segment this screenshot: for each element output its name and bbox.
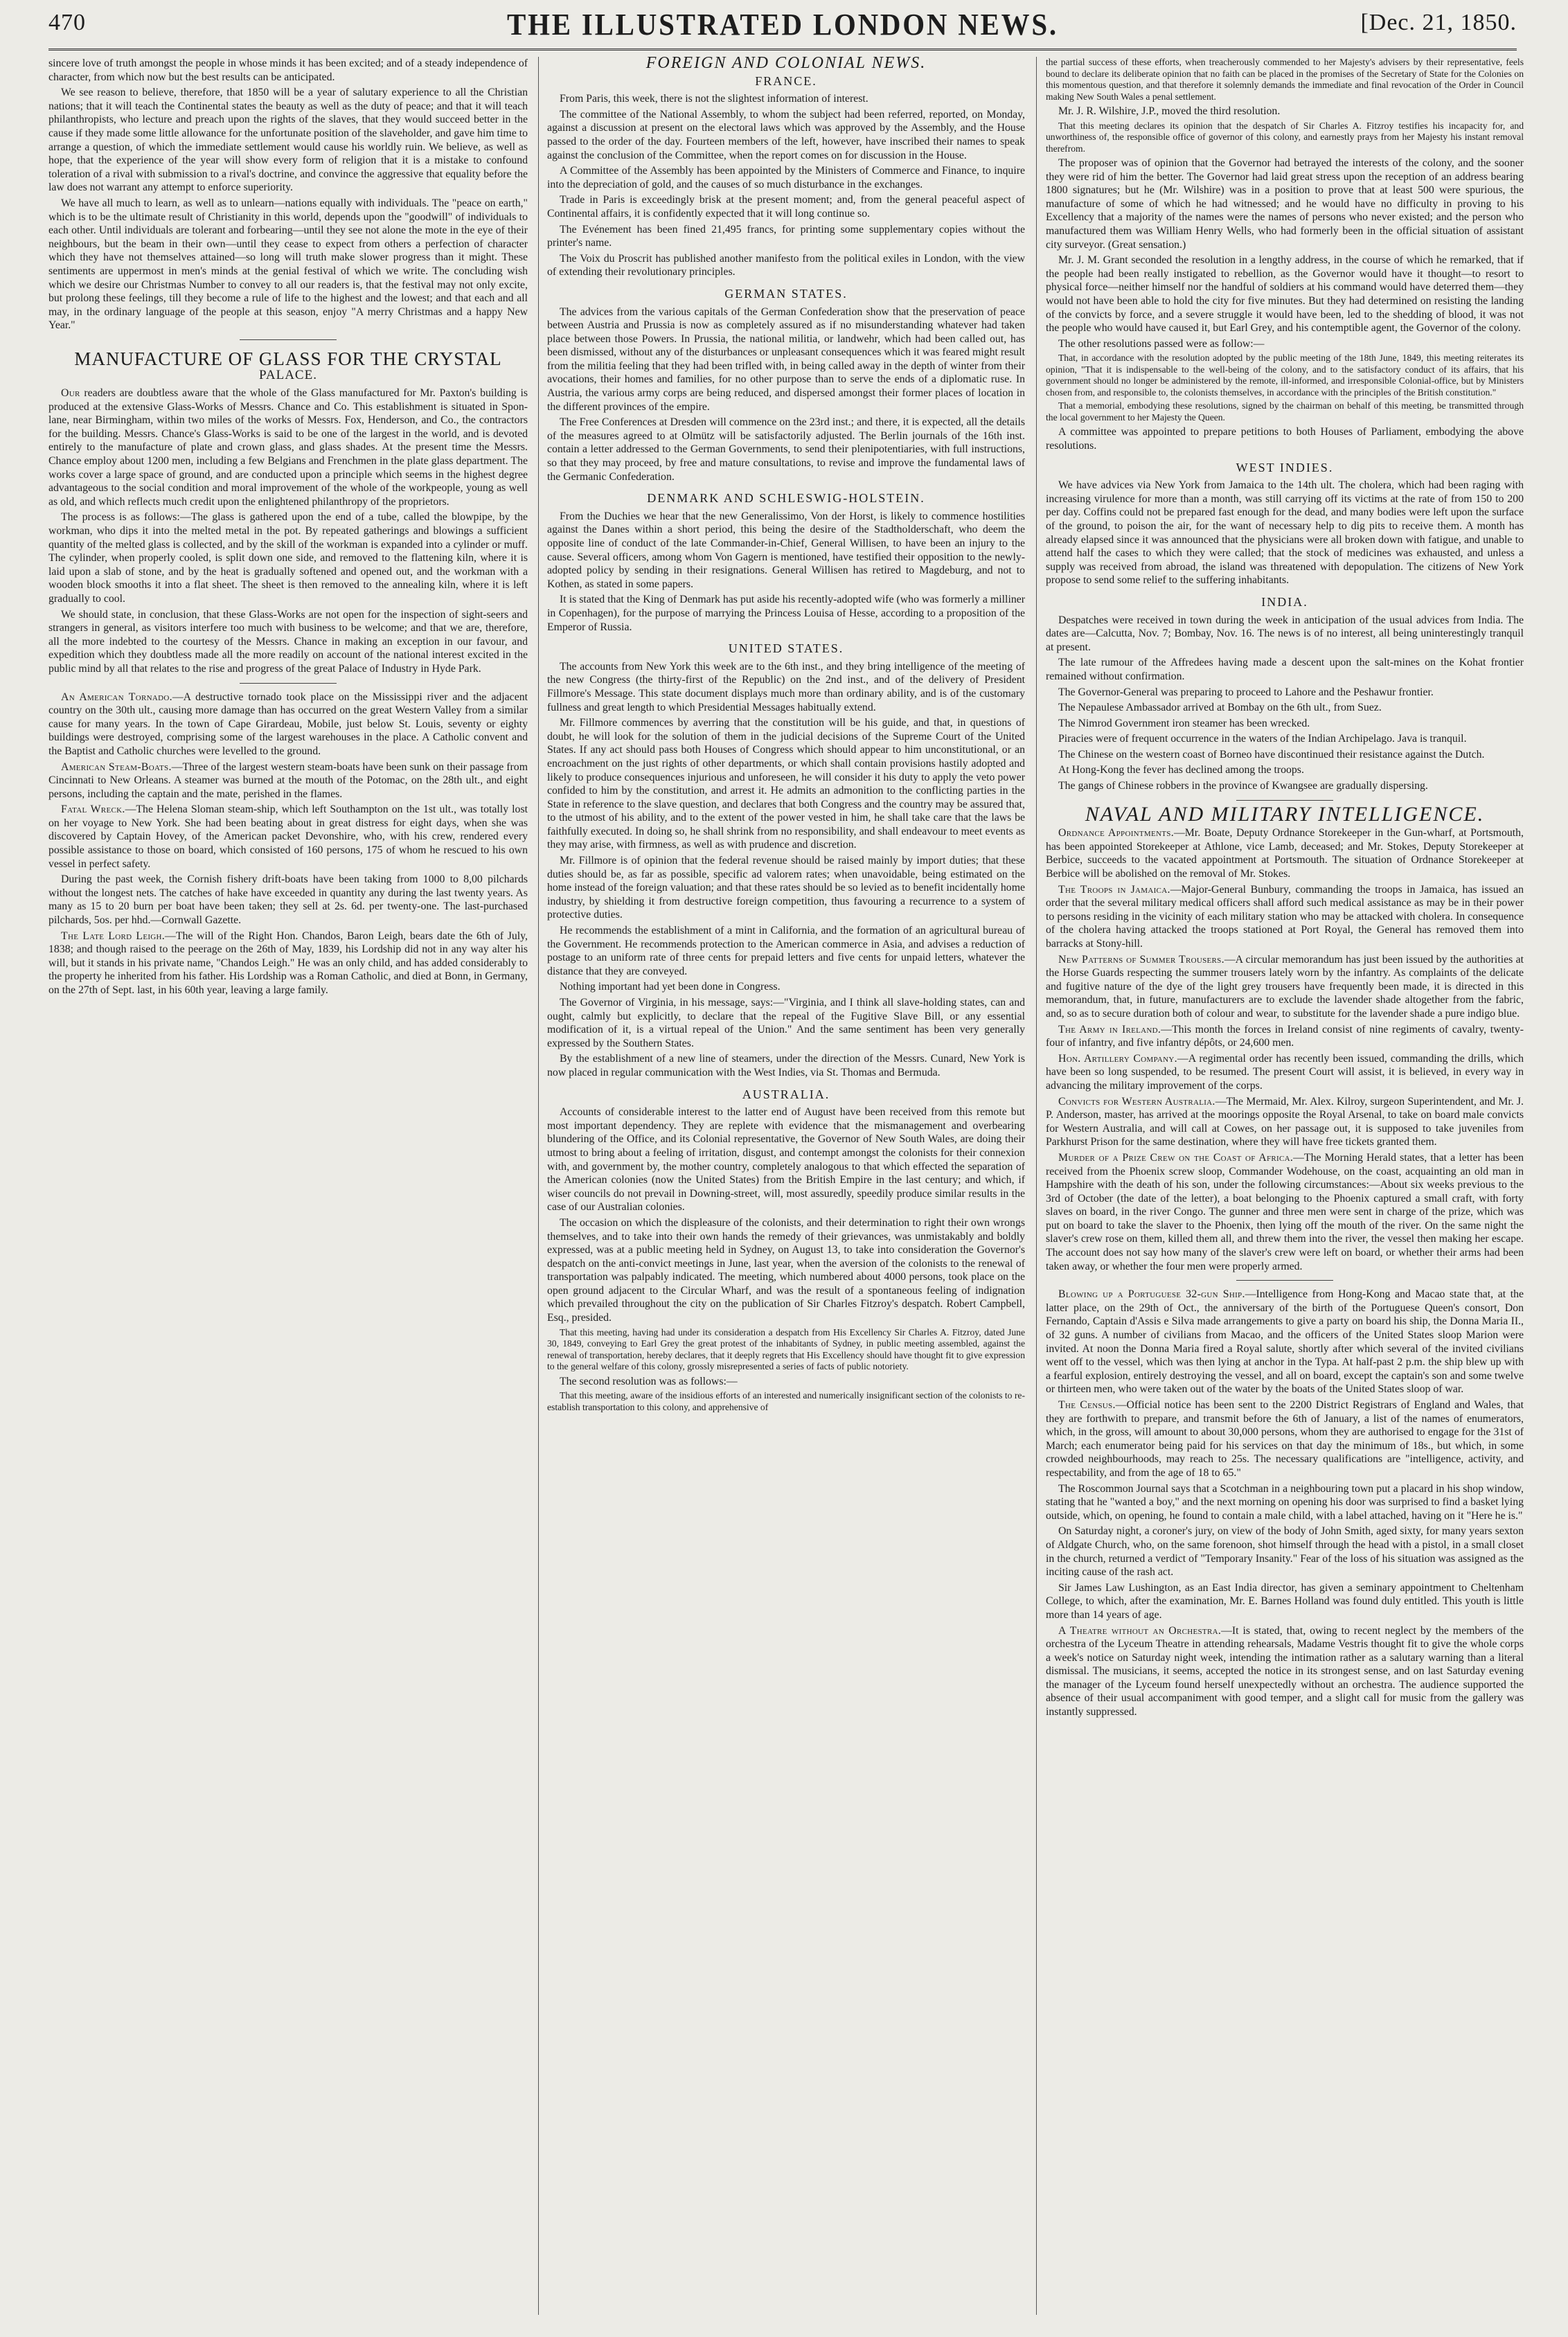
us-p4: He recommends the establishment of a mint in California, and the formation of an agricultural bureau of the Government. He recommends protection to the American commerce in Asia, and advises a reduction of postage to an uniform rate of three cents for prepaid letters and five cents for unpaid letters, whatever the distance that they are conveyed. xyxy=(547,925,1025,977)
denmark-p1: From the Duchies we hear that the new Generalissimo, Von der Horst, is likely to commence hostilities against the Danes within a short period, this being the desire of the Stadtholderschaft, who deem the opposite line of conduct of the late Commander-in-Chief, General Willisen, to have been an injury to the cause. Several officers, among whom Von Gagern is mentioned, have testified their opposition to the newly-adopted policy by sending in their resignations. General Willisen has retired to Magdeburg, and not to Kothen, as stated in some papers. xyxy=(547,510,1025,590)
west-indies-heading: WEST INDIES. xyxy=(1236,460,1334,474)
christmas-article-p2: We see reason to believe, therefore, that 1850 will be a year of salutary experience to all the Christian nations; that it will teach the Continental states the beauty as well as the duty of peace; and that it will teach philanthropists, who lecture and preach upon the rights of the slaves, that they would succeed better in the cause if they made some little allowance for the unfortunate position of the slaveholder, and gave him time to arrange a question, of which the immediate settlement would cause his worldly ruin. We believe, as well as hope, that the experience of the year will show every form of religion that it is a mistake to confound toleration of a rival with submission to a rival's doctrine, and convince the aggressive that equality before the law does not warrant any attempt to enforce superiority. xyxy=(48,87,528,194)
theatre-text: —It is stated, that, owing to recent neglect by the members of the orchestra of the Lyceum Theatre in attending rehearsals, Madame Vestris thought fit to give the whole corps a week's notice on Saturday night week, intending the intimation rather as a salutary warning than a literal dismissal. The musicians, it seems, accepted the notice in its strongest sense, and on last Saturday evening the manager of the Lyceum found herself unexpectedly without an orchestra. The audience supported the absence of their usual accompaniment with good temper, and a slight call for music from the gallery was instantly suppressed. xyxy=(1046,1624,1524,1718)
france-p3: A Committee of the Assembly has been appointed by the Ministers of Commerce and Finance, to inquire into the depreciation of gold, and the causes of so much disturbance in the exchanges. xyxy=(547,165,1025,190)
artillery-text: —A regimental order has recently been issued, commanding the drills, which have been so long suspended, to be resumed. The present Court will assist, it is believed, in every way in advancing the military improvement of the corps. xyxy=(1046,1052,1524,1092)
divider xyxy=(240,683,337,684)
jamaica-troops-lead: The Troops in Jamaica. xyxy=(1058,883,1170,896)
australia-cont-p1: the partial success of these efforts, when treacherously commended to her Majesty's advisers by their representative, feels bound to declare its deliberate opinion that no faith can be placed in the promises of the Secretary of State for the Colonies on this momentous question, and that therefore it solemnly demands the immediate and final revocation of the Order in Council making New South Wales a penal settlement. xyxy=(1046,57,1524,102)
west-indies-p1: We have advices via New York from Jamaica to the 14th ult. The cholera, which had been raging with increasing virulence for more than a month, was still carrying off its victims at the rate of from 150 to 200 per day. Coffins could not be prepared fast enough for the dead, and many bodies were left upon the surface of the ground, to poison the air, for the want of necessary help to dig pits to receive them. A month has already elapsed since it was announced that the physicians were all broken down with fatigue, and unable to attend half the cases to which they were called; that the stock of medicines was exhausted, and unless a supply was received from abroad, the island was threatened with depopulation. The citizens of New York propose to send some relief to the suffering inhabitants. xyxy=(1046,479,1524,587)
jamaica-troops-text: —Major-General Bunbury, commanding the troops in Jamaica, has issued an order that the several military medical officers shall afford such medical assistance as may be in their power to persons residing in the vicinity of each military station who may be attacked with cholera. In consequence of the cholera having attacked the troops stationed at Port Royal, the General has removed them into barracks at Stony-hill. xyxy=(1046,883,1524,950)
murder-text: —The Morning Herald states, that a letter has been received from the Phoenix screw sloop, Commander Wodehouse, on the coast, acquainting an old man in Hampshire with the death of his son, under the following circumstances:—About six weeks previous to the 3rd of October (the date of the letter), a boat belonging to the Phoenix captured a small craft, with forty slaves on board, in the river Congo. The gunner and three men were sent in charge of the prize, which was put on board to take the slaver to the Phoenix, then lying off the mouth of the river. On the same night the slaver's crew rose on them, killed them all, and threw them into the river, the vessel then making her escape. The account does not say how many of the slaver's crew were left on board, or whether their arms had been taken away, or whether the four men were properly armed. xyxy=(1046,1151,1524,1272)
convicts-lead: Convicts for Western Australia. xyxy=(1058,1095,1215,1108)
divider xyxy=(240,339,337,340)
lushington-paragraph: Sir James Law Lushington, as an East India director, has given a seminary appointment to Cheltenham College, to which, after the examination, Mr. E. Barnes Holland was found duly entitled. This youth is little more than 14 years of age. xyxy=(1046,1581,1524,1621)
india-p8: At Hong-Kong the fever has declined among the troops. xyxy=(1058,764,1304,776)
column-1 xyxy=(48,57,528,2315)
glass-article-p1: readers are doubtless aware that the whole of the Glass manufactured for Mr. Paxton's building is produced at the extensive Glass-Works of Messrs. Chance and Co. This establishment is situated in Spon-lane, near Birmingham, within two miles of the works of Messrs. Fox, Henderson, and Co., the contractors for the building. Messrs. Chance's Glass-Works is said to be one of the largest in the world, and is devoted entirely to the manufacture of plate and crown glass, and glass shades. At the present time the Messrs. Chance employ about 1200 men, including a few Belgians and Frenchmen in the plate glass department. The works cover a large space of ground, and are conducted upon a principle which seems in the highest degree advantageous to the social condition and moral improvement of the whole of the workpeople, young as well as old, and which reflects much credit upon the enlightened philanthropy of the proprietors. xyxy=(48,387,528,508)
france-p1: From Paris, this week, there is not the slightest information of interest. xyxy=(560,93,868,105)
steamboats-lead: American Steam-Boats. xyxy=(61,761,172,773)
india-p3: The Governor-General was preparing to proceed to Lahore and the Peshawur frontier. xyxy=(1058,686,1434,698)
tornado-text: —A destructive tornado took place on the Mississippi river and the adjacent country on the 30th ult., causing more damage than has occurred on the great Western Valley from a similar cause for many years. In the town of Cape Girardeau, Mobile, just below St. Louis, seventy or eighty buildings were destroyed, comprising some of the largest warehouses in the place. A Catholic convent and the Baptist and Catholic churches were levelled to the ground. xyxy=(48,691,528,757)
german-p2: The Free Conferences at Dresden will commence on the 23rd inst.; and there, it is expected, all the details of the measures agreed to at Olmütz will be satisfactorily adjusted. The Berlin journals of the 16th inst. contain a letter addressed to the German Governments, to send their plenipotentiaries, with full instructions, so that they may proceed, by free and mature consultations, to revise and improve the fundamental laws of the Germanic Confederation. xyxy=(547,416,1025,483)
glass-article-heading: MANUFACTURE OF GLASS FOR THE CRYSTAL xyxy=(74,348,502,369)
column-2 xyxy=(547,57,1025,2315)
column-divider-1 xyxy=(538,57,539,2315)
india-p5: The Nimrod Government iron steamer has been wrecked. xyxy=(1058,717,1310,729)
ordnance-lead: Ordnance Appointments. xyxy=(1058,827,1174,839)
australia-cont-p6: The other resolutions passed were as follow:— xyxy=(1058,337,1265,350)
india-p1: Despatches were received in town during the week in anticipation of the usual advices from India. The dates are—Calcutta, Nov. 7; Bombay, Nov. 16. The news is of no interest, all being uninterestingly tranquil at present. xyxy=(1046,614,1524,653)
australia-cont-p9: A committee was appointed to prepare petitions to both Houses of Parliament, embodying the above resolutions. xyxy=(1046,426,1524,452)
india-p7: The Chinese on the western coast of Borneo have discontinued their resistance against the Dutch. xyxy=(1058,748,1485,761)
australia-resolution-2: That this meeting, aware of the insidious efforts of an interested and numerically insignificant section of the colonists to re-establish transportation to this colony, and apprehensive of xyxy=(547,1390,1025,1412)
lord-leigh-text: —The will of the Right Hon. Chandos, Baron Leigh, bears date the 6th of July, 1838; and though raised to the peerage on the 26th of May, 1839, his Lordship did not in any way alter his will, but it stands in his private name, "Chandos Leigh." He was an only child, and has added considerably to the property he inherited from his father. His Lordship was a Roman Catholic, and died at Bonn, in Germany, on the 27th of Sept. last, in his 60th year, leaving a large family. xyxy=(48,930,528,996)
steamboats-text: —Three of the largest western steam-boats have been sunk on their passage from Cincinnati to New Orleans. A steamer was burned at the mouth of the Potomac, on the 28th ult., and eight persons, including the captain and the mate, perished in the flames. xyxy=(48,761,528,800)
christmas-article-p1: sincere love of truth amongst the people in whose minds it has been excited; and of a steady independence of character, from which now but the best results can be anticipated. xyxy=(48,57,528,83)
trousers-lead: New Patterns of Summer Trousers. xyxy=(1058,953,1224,966)
army-ireland-lead: The Army in Ireland. xyxy=(1058,1023,1161,1036)
australia-cont-p7: That, in accordance with the resolution adopted by the public meeting of the 18th June, 1849, this meeting reiterates its opinion, "That it is indispensable to the well-being of the colony, and to the satisfactory conduct of its affairs, that his government should no longer be administered by the remote, ill-informed, and irresponsible Colonial-office, but by Ministers chosen from, and responsible to, the colonists themselves, in accordance with the principles of the British constitution." xyxy=(1046,353,1524,398)
divider xyxy=(1236,800,1333,801)
wreck-text: —The Helena Sloman steam-ship, which left Southampton on the 1st ult., was totally lost on her voyage to New York. She had been beating about in great distress for eight days, when she was discovered by Captain Hovey, of the American packet Devonshire, who, with his crew, rendered every possible assistance to those on board, which consisted of 160 persons, 175 of whom he rescued to his own vessel in perfect safety. xyxy=(48,803,528,870)
australia-p1: Accounts of considerable interest to the latter end of August have been received from this remote but most important dependency. They are replete with evidence that the mismanagement and overbearing blundering of the Office, and its Colonial representative, the Governor of New South Wales, are doing their utmost to bring about a feeling of irritation, disgust, and contempt amongst the colonists for their connexion with, and government by, the mother country, completely analogous to that which effected the separation of the American colonies (now the United States) from the British Empire in the last century; and which, if wiser councils do not prevail in Downing-street, will, most assuredly, speedily produce similar results in the case of our Australian colonies. xyxy=(547,1106,1025,1214)
australia-p4: The second resolution was as follows:— xyxy=(560,1375,738,1387)
glass-article-p2: The process is as follows:—The glass is gathered upon the end of a tube, called the blowpipe, by the workman, who dips it into the melted metal in the pot. By repeated gatherings and blowings a sufficient quantity of the melted glass is collected, and by the skill of the workman is expanded into a cylinder or muff. The cylinder, when properly cooled, is split down one side, and removed to the flattening kiln, where it is laid upon a slab of stone, and by the heat is gradually softened and opened out, and the workman with a wooden block smooths it into a flat sheet. The sheet is then removed to the annealing kiln, where it is left gradually to cool. xyxy=(48,511,528,605)
header-rule xyxy=(48,48,1517,51)
naval-military-heading: NAVAL AND MILITARY INTELLIGENCE. xyxy=(1085,802,1485,826)
us-p5: Nothing important had yet been done in Congress. xyxy=(560,981,781,993)
masthead xyxy=(48,4,1517,46)
portuguese-ship-text: —Intelligence from Hong-Kong and Macao state that, at the latter place, on the 29th of Oct., the anniversary of the birth of the Portuguese Queen's consort, Don Fernando, Captain d'Assis e Silva made arrangements to give a party on board his ship, the Donna Maria II., of 32 guns. A number of civilians from Macao, and the officers of the United States sloop Marion were invited. At noon the Donna Maria fired a Royal salute, shortly after which several of the invited civilians went off to the vessel, which was then lying at anchor in the Typa. At half-past 2 p.m. the ship blew up with a fearful explosion, entirely destroying the vessel, and all on board, except the captain's son and some twelve or thirteen men, who were taken out of the water by the boats of the United States sloop of war. xyxy=(1046,1288,1524,1396)
artillery-lead: Hon. Artillery Company. xyxy=(1058,1052,1177,1065)
india-p6: Piracies were of frequent occurrence in the waters of the Indian Archipelago. Java is tranquil. xyxy=(1058,733,1467,745)
india-p9: The gangs of Chinese robbers in the province of Kwangsee are gradually dispersing. xyxy=(1058,780,1428,792)
lord-leigh-lead: The Late Lord Leigh. xyxy=(61,930,166,942)
india-p2: The late rumour of the Affredees having made a descent upon the salt-mines on the Kohat frontier remained without confirmation. xyxy=(1046,657,1524,682)
census-text: —Official notice has been sent to the 2200 District Registrars of England and Wales, that they are forthwith to prepare, and transmit before the 6th of January, a list of the names of enumerators, which, in the gross, will amount to about 30,000 persons, whom they are authorised to engage for the 31st of March; each enumerator being paid for his services on that day the minimum of 18s., but which, in some crowded neighbourhoods, may reach to 25s. The necessary qualifications are "intelligence, activity, and respectability, and from the age of 18 to 65." xyxy=(1046,1399,1524,1479)
france-heading: FRANCE. xyxy=(755,73,817,88)
convicts-text: —The Mermaid, Mr. Alex. Kilroy, surgeon Superintendent, and Mr. J. P. Anderson, master, has arrived at the moorings opposite the Royal Arsenal, to take on board male convicts for Western Australia, and will call at Cowes, on her passage out, it is supposed to take juveniles from Parkhurst Prison for the same destination, where they will have free tickets granted them. xyxy=(1046,1095,1524,1148)
india-p4: The Nepaulese Ambassador arrived at Bombay on the 6th ult., from Suez. xyxy=(1058,702,1382,714)
australia-heading: AUSTRALIA. xyxy=(742,1087,830,1101)
united-states-heading: UNITED STATES. xyxy=(728,641,844,656)
ordnance-text: —Mr. Boate, Deputy Ordnance Storekeeper in the Gun-wharf, at Portsmouth, has been appointed Storekeeper at Athlone, vice Lamb, deceased; and Mr. Stokes, Deputy Storekeeper at Berbice, succeeds to the vacated appointment at Portsmouth. The situation of Ordnance Storekeeper at Berbice will be abolished on the removal of Mr. Stokes. xyxy=(1046,827,1524,880)
theatre-lead: A Theatre without an Orchestra. xyxy=(1058,1624,1222,1637)
page-number: 470 xyxy=(48,10,86,35)
newspaper-title: THE ILLUSTRATED LONDON NEWS. xyxy=(507,8,1058,42)
france-p4: Trade in Paris is exceedingly brisk at the present moment; and, from the general peaceful aspect of Continental affairs, it is confidently expected that it will long continue so. xyxy=(547,194,1025,220)
issue-date: [Dec. 21, 1850. xyxy=(1360,10,1517,35)
australia-resolution-1: That this meeting, having had under its consideration a despatch from His Excellency Sir Charles A. Fitzroy, dated June 30, 1849, conveying to Earl Grey the great protest of the inhabitants of Sydney, in public meeting assembled, against the renewal of transportation, hereby declares, that it deeply regrets that His Excellency should have thought fit to give expression to the general welfare of this colony, grossly misrepresented a series of facts of public notoriety. xyxy=(547,1326,1025,1372)
pilchard-paragraph: During the past week, the Cornish fishery drift-boats have been taking from 1000 to 8,00 pilchards without the longest nets. The catches of hake have exceeded in quantity any during the last twenty years. As many as 15 to 20 burn per boat have been taken; they sell at 2s. 6d. per twenty-one. The last-purchased pilchards, 5os. per hhd.—Cornwall Gazette. xyxy=(48,873,528,927)
divider xyxy=(1236,1280,1333,1281)
trousers-text: —A circular memorandum has just been issued by the authorities at the Horse Guards respecting the summer trousers lately worn by the infantry. As complaints of the delicate and fugitive nature of the dye of the light grey trousers have frequently been made, it is directed in this memorandum, that, in future, manufacturers are to exclude the lavender shade altogether from the fabric, and, so as to secure duration both of colour and wear, to substitute for the lavender shade a pure indigo blue. xyxy=(1046,953,1524,1020)
column-divider-2 xyxy=(1036,57,1037,2315)
france-p6: The Voix du Proscrit has published another manifesto from the political exiles in London, with the view of extending their revolutionary principles. xyxy=(547,252,1025,278)
german-p1: The advices from the various capitals of the German Confederation show that the preservation of peace between Austria and Prussia is now as completely assured as if no misunderstanding whatever had taken place between those Powers. In Prussia, the national militia, or landwehr, which had been called out, has been dismissed, without any of the disturbances or unpleasant consequences which it was feared might result from the militia feeling that they had been trifled with, in being called away in the depth of winter from their avocations, their homes and families, for no other purpose than to serve the ends of a diplomatic ruse. In Austria, the various army corps are being reduced, and dispersed amongst their former places of location in the different provinces of the empire. xyxy=(547,305,1025,413)
denmark-heading: DENMARK AND SCHLESWIG-HOLSTEIN. xyxy=(647,491,925,506)
denmark-p2: It is stated that the King of Denmark has put aside his recently-adopted wife (who was formerly a milliner in Copenhagen), for the purpose of marrying the Princess Louisa of Hesse, according to a proposition of the Emperor of Russia. xyxy=(547,594,1025,633)
army-ireland-text: —This month the forces in Ireland consist of nine regiments of cavalry, twenty-four of infantry, and five infantry dépôts, or 24,600 men. xyxy=(1046,1023,1524,1049)
column-3 xyxy=(1046,57,1524,2315)
us-p3: Mr. Fillmore is of opinion that the federal revenue should be raised mainly by import duties; that these duties should be, as far as possible, specific ad valorem rates; when unavoidable, being estimated on the home instead of the foreign valuation; and that these rates should be so levied as to benefit incidentally home industry, by shielding it from destructive foreign competition, thus favouring a recurrence to a system of protective duties. xyxy=(547,855,1025,921)
christmas-article-p3: We have all much to learn, as well as to unlearn—nations equally with individuals. The "peace on earth," which is to be the ultimate result of Christianity in this world, depends upon the "goodwill" of individuals to each other. Until individuals are tolerant and forbearing—until they see not alone the mote in the eye of their neighbours, but the beam in their own—until they cease to expect from others a perfection of character which they have not themselves attained—so long will truth make slower progress than it might. These sentiments are uppermost in men's minds at the genial festival of which we write. The concluding wish which we desire our Christmas Number to convey to all our readers is, that the festival may not only excite, but prolong these feelings, till they become a rule of life to the highest and the lowest; and that each and all may, in the ordinary language of the people at this season, enjoy "A merry Christmas and a happy New Year." xyxy=(48,197,528,332)
us-p6: The Governor of Virginia, in his message, says:—"Virginia, and I think all slave-holding states, can and ought, calmly but explicitly, to declare that the repeal of the Fugitive Slave Bill, or any essential modification of it, is a virtual repeal of the Union." And the same sentiment has been very generally expressed by the Southern States. xyxy=(547,997,1025,1049)
us-p2: Mr. Fillmore commences by averring that the constitution will be his guide, and that, in questions of doubt, he will look for the solution of them in the judicial decisions of the Supreme Court of the United States. If any act should pass both Houses of Congress which should appear to him unconstitutional, or an encroachment on the just rights of other departments, or which shall contain provisions hastily adopted and likely to produce consequences injurious and unforeseen, he will consider it his duty to apply the veto power confided to him by the constitution, and arrest it. He admits an admonition to the conflicting parties in the State in reference to the slave question, and declares that both Congress and the country may be assured that, to the utmost of his ability, and to the extent of the power vested in him, he shall take care that the laws be faithfully executed. In doing so, he shall shrink from no responsibility, and shall endeavour to meet events as they may arise, with firmness, as well as with prudence and discretion. xyxy=(547,717,1025,851)
scotsman-paragraph: The Roscommon Journal says that a Scotchman in a neighbouring town put a placard in his shop window, stating that he "wanted a boy," and the next morning on opening his door was surprised to find a basket lying outside, which, on opening, he found to contain a male child, with a label attached, having on it "Here he is." xyxy=(1046,1482,1524,1522)
glass-article-subheading: PALACE. xyxy=(259,368,317,383)
france-p5: The Evénement has been fined 21,495 francs, for printing some supplementary copies without the printer's name. xyxy=(547,223,1025,249)
census-lead: The Census. xyxy=(1058,1399,1116,1411)
tornado-lead: An American Tornado. xyxy=(61,691,172,703)
foreign-news-heading: FOREIGN AND COLONIAL NEWS. xyxy=(645,57,927,72)
australia-cont-p5: Mr. J. M. Grant seconded the resolution in a lengthy address, in the course of which he remarked, that if the people had been really instigated to rebellion, as the Governor would have it thought—to resort to physical force—neither himself nor the handful of soldiers at his command would have deterred them—they would not have been able to hold the city for five minutes. But they had determined on resisting the landing of the convicts by force, and a severe struggle it would have been, led to the shedding of blood, it was not the people who would have caused it, but Earl Grey, and his contemptible agent, the Governor of the colony. xyxy=(1046,254,1524,335)
glass-article-p3: We should state, in conclusion, that these Glass-Works are not open for the inspection of sight-seers and strangers in general, as visitors interfere too much with business to be welcome; and that we are, therefore, all the more indebted to the courtesy of the Messrs. Chance in making an exception in our favour, and expedition which they doubtless made all the more readily on account of the national interest excited in the public mind by all that relates to the rise and progress of the great Palace of Industry in Hyde Park. xyxy=(48,608,528,675)
coroner-paragraph: On Saturday night, a coroner's jury, on view of the body of John Smith, aged sixty, for many years sexton of Aldgate Church, who, on the same forenoon, shot himself through the head with a pistol, in a small closet in the church, returned a verdict of "Temporary Insanity." Fear of the loss of his situation was assigned as the inciting cause of the rash act. xyxy=(1046,1525,1524,1579)
australia-cont-p2: Mr. J. R. Wilshire, J.P., moved the third resolution. xyxy=(1058,105,1281,117)
wreck-lead: Fatal Wreck. xyxy=(61,803,125,816)
us-p1: The accounts from New York this week are to the 6th inst., and they bring intelligence of the meeting of the new Congress (the thirty-first of the Republic) on the 2nd inst., and of the delivery of President Fillmore's Message. This state document displays much more than ordinary ability, and is of the customary fullness and great length to which Presidential Messages habitually extend. xyxy=(547,660,1025,713)
glass-article-lead: Our xyxy=(61,387,80,400)
india-heading: INDIA. xyxy=(1261,594,1308,609)
australia-cont-p4: The proposer was of opinion that the Governor had betrayed the interests of the colony, and the sooner they were rid of him the better. The Governor had laid great stress upon the reception of an address bearing 1800 signatures; but he (Mr. Wilshire) was in a position to prove that at least 500 were spurious, the manufacture of some of which he had witnessed; and he would have no difficulty in proving to his Excellency that a majority of the names were the names of persons who never existed; and the person who manufactured them was William Henry Wells, who had formerly been in the official situation of assistant city surveyor. (Great sensation.) xyxy=(1046,157,1524,251)
us-p7: By the establishment of a new line of steamers, under the direction of the Messrs. Cunard, New York is now placed in regular communication with the West Indies, via St. Thomas and Bermuda. xyxy=(547,1053,1025,1078)
australia-cont-p8: That a memorial, embodying these resolutions, signed by the chairman on behalf of this meeting, be transmitted through the local government to her Majesty the Queen. xyxy=(1046,400,1524,423)
murder-lead: Murder of a Prize Crew on the Coast of Africa. xyxy=(1058,1151,1294,1164)
australia-cont-p3: That this meeting declares its opinion that the despatch of Sir Charles A. Fitzroy testifies his incapacity for, and unworthiness of, the responsible office of governor of this colony, and earnestly prays from her Majesty his instant removal therefrom. xyxy=(1046,120,1524,154)
portuguese-ship-lead: Blowing up a Portuguese 32-gun Ship. xyxy=(1058,1288,1245,1301)
german-states-heading: GERMAN STATES. xyxy=(724,286,848,301)
australia-p2: The occasion on which the displeasure of the colonists, and their determination to right their own wrongs themselves, and to take into their own hands the remedy of their grievances, was unmistakably and boldly expressed, was at a public meeting held in Sydney, on August 13, to take into consideration the Governor's despatch on the anti-convict meetings in June, last year, when the aversion of the colonists to the renewal of transportation was palpably indicated. The meeting, which numbered about 4000 persons, took place on the open ground adjacent to the Circular Wharf, and was the result of a spontaneous feeling of indignation which prevailed throughout the city on the publication of Sir Charles Fitzroy's despatch. Robert Campbell, Esq., presided. xyxy=(547,1216,1025,1324)
france-p2: The committee of the National Assembly, to whom the subject had been referred, reported, on Monday, against a discussion at present on the electoral laws which was approved by the Assembly, and the House passed to the order of the day. Fourteen members of the left, however, have inscribed their names to speak against the conclusion of the Committee, when the report comes on for discussion in the House. xyxy=(547,108,1025,161)
